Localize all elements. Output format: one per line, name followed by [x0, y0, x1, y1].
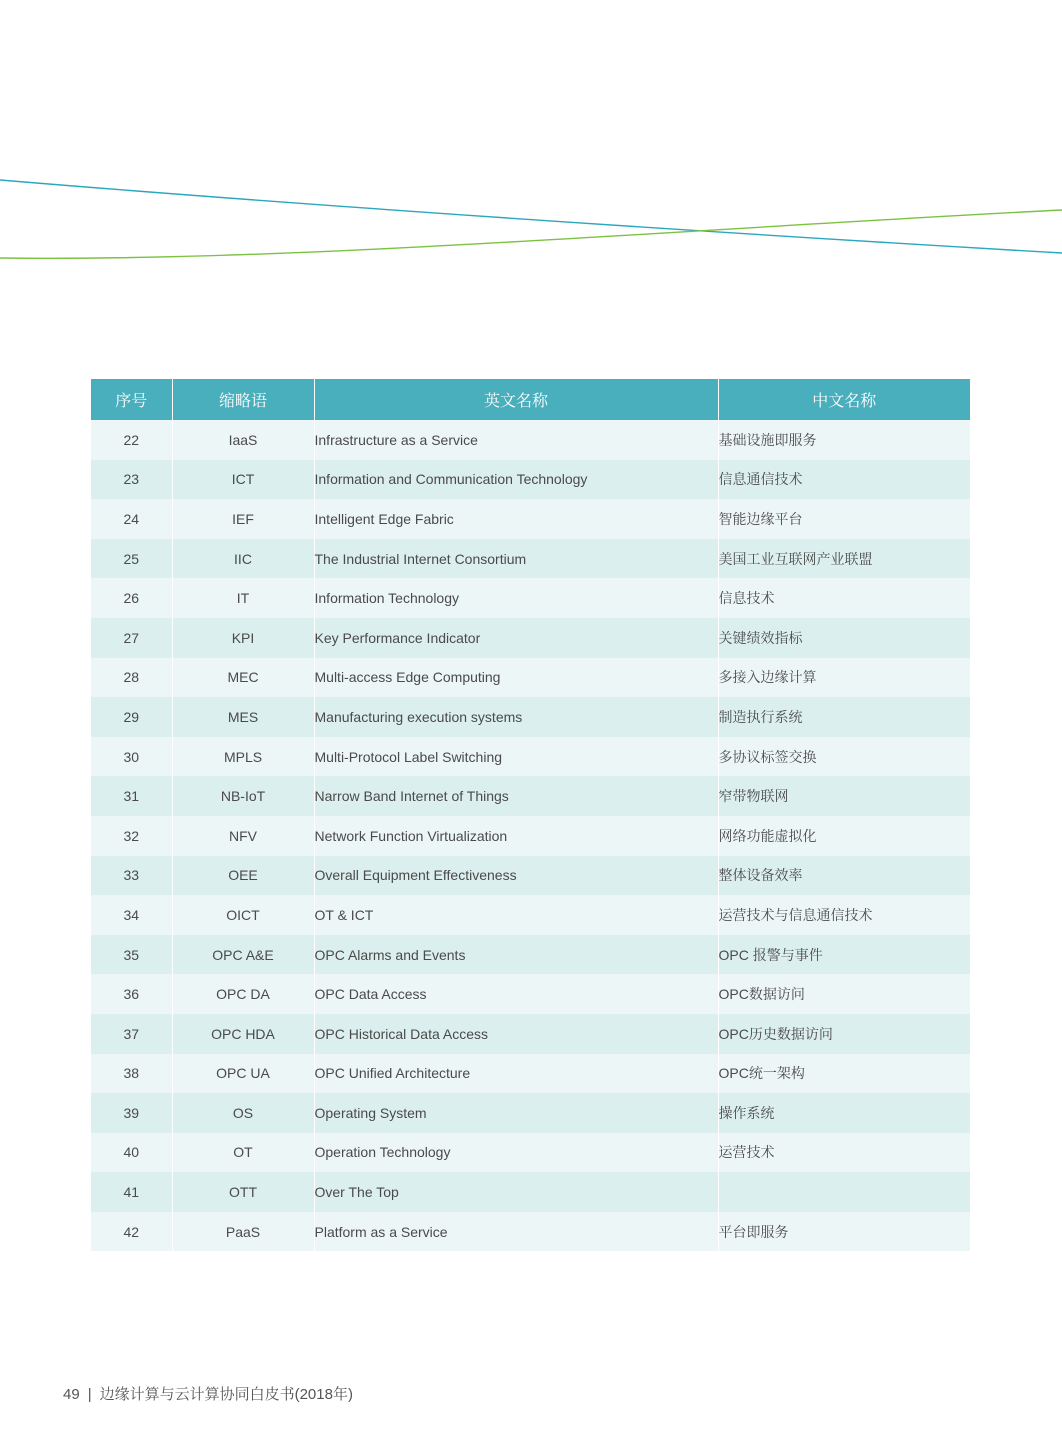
cell-abbreviation: KPI	[172, 618, 314, 658]
cell-index: 25	[91, 539, 172, 579]
cell-chinese-name: 平台即服务	[718, 1212, 970, 1252]
blue-curve-line	[0, 180, 1062, 253]
table-row	[91, 935, 970, 975]
cell-english-name: Information and Communication Technology	[314, 460, 718, 500]
cell-abbreviation: PaaS	[172, 1212, 314, 1252]
cell-chinese-name: 网络功能虚拟化	[718, 816, 970, 856]
cell-index: 22	[91, 420, 172, 460]
cell-index: 38	[91, 1054, 172, 1094]
cell-abbreviation: MEC	[172, 658, 314, 698]
cell-english-name: Platform as a Service	[314, 1212, 718, 1252]
cell-index: 24	[91, 499, 172, 539]
cell-english-name: Overall Equipment Effectiveness	[314, 856, 718, 896]
cell-index: 34	[91, 895, 172, 935]
cell-index: 39	[91, 1093, 172, 1133]
cell-index: 42	[91, 1212, 172, 1252]
cell-chinese-name: 运营技术	[718, 1133, 970, 1173]
table-row	[91, 578, 970, 618]
cell-abbreviation: IaaS	[172, 420, 314, 460]
cell-chinese-name: 信息通信技术	[718, 460, 970, 500]
page-number: 49	[63, 1386, 80, 1403]
cell-chinese-name: OPC 报警与事件	[718, 935, 970, 975]
table-row	[91, 658, 970, 698]
cell-chinese-name: 多接入边缘计算	[718, 658, 970, 698]
table-row	[91, 1093, 970, 1133]
cell-english-name: OPC Historical Data Access	[314, 1014, 718, 1054]
table-row	[91, 1133, 970, 1173]
cell-abbreviation: MES	[172, 697, 314, 737]
cell-english-name: Manufacturing execution systems	[314, 697, 718, 737]
table-row	[91, 1172, 970, 1212]
table-row	[91, 618, 970, 658]
header-chinese-name: 中文名称	[718, 379, 970, 420]
cell-english-name: Multi-access Edge Computing	[314, 658, 718, 698]
table-header-row	[91, 379, 970, 420]
header-index: 序号	[91, 379, 172, 420]
cell-chinese-name: 窄带物联网	[718, 776, 970, 816]
cell-chinese-name: OPC历史数据访问	[718, 1014, 970, 1054]
page-footer	[63, 1383, 353, 1404]
document-title: 边缘计算与云计算协同白皮书(2018年)	[99, 1386, 353, 1403]
cell-abbreviation: ICT	[172, 460, 314, 500]
cell-english-name: OPC Unified Architecture	[314, 1054, 718, 1094]
cell-chinese-name: 多协议标签交换	[718, 737, 970, 777]
table-row	[91, 895, 970, 935]
cell-index: 23	[91, 460, 172, 500]
cell-abbreviation: OTT	[172, 1172, 314, 1212]
cell-chinese-name: 美国工业互联网产业联盟	[718, 539, 970, 579]
table-row	[91, 420, 970, 460]
cell-index: 27	[91, 618, 172, 658]
cell-index: 31	[91, 776, 172, 816]
cell-abbreviation: IT	[172, 578, 314, 618]
table-row	[91, 499, 970, 539]
cell-english-name: Narrow Band Internet of Things	[314, 776, 718, 816]
cell-abbreviation: IIC	[172, 539, 314, 579]
cell-abbreviation: OT	[172, 1133, 314, 1173]
cell-index: 26	[91, 578, 172, 618]
cell-abbreviation: OPC UA	[172, 1054, 314, 1094]
green-curve-line	[0, 210, 1062, 258]
cell-index: 35	[91, 935, 172, 975]
cell-chinese-name: OPC数据访问	[718, 974, 970, 1014]
cell-index: 29	[91, 697, 172, 737]
cell-index: 40	[91, 1133, 172, 1173]
cell-index: 33	[91, 856, 172, 896]
table-row	[91, 1212, 970, 1252]
table-row	[91, 856, 970, 896]
cell-index: 37	[91, 1014, 172, 1054]
cell-index: 32	[91, 816, 172, 856]
cell-chinese-name	[718, 1172, 970, 1212]
cell-index: 30	[91, 737, 172, 777]
cell-chinese-name: 操作系统	[718, 1093, 970, 1133]
cell-english-name: Multi-Protocol Label Switching	[314, 737, 718, 777]
cell-chinese-name: OPC统一架构	[718, 1054, 970, 1094]
abbreviation-table	[91, 379, 970, 1251]
cell-abbreviation: OPC A&E	[172, 935, 314, 975]
cell-chinese-name: 运营技术与信息通信技术	[718, 895, 970, 935]
cell-chinese-name: 基础设施即服务	[718, 420, 970, 460]
table-row	[91, 539, 970, 579]
cell-index: 28	[91, 658, 172, 698]
cell-abbreviation: OPC DA	[172, 974, 314, 1014]
cell-index: 36	[91, 974, 172, 1014]
table-row	[91, 460, 970, 500]
table-row	[91, 737, 970, 777]
table-row	[91, 816, 970, 856]
cell-abbreviation: OEE	[172, 856, 314, 896]
table-row	[91, 974, 970, 1014]
footer-separator: |	[87, 1386, 92, 1403]
cell-index: 41	[91, 1172, 172, 1212]
table-row	[91, 776, 970, 816]
header-abbreviation: 缩略语	[172, 379, 314, 420]
cell-english-name: Operation Technology	[314, 1133, 718, 1173]
decorative-curves	[0, 0, 1062, 300]
cell-chinese-name: 信息技术	[718, 578, 970, 618]
cell-abbreviation: OICT	[172, 895, 314, 935]
cell-abbreviation: IEF	[172, 499, 314, 539]
cell-english-name: Operating System	[314, 1093, 718, 1133]
cell-english-name: Key Performance Indicator	[314, 618, 718, 658]
cell-chinese-name: 制造执行系统	[718, 697, 970, 737]
cell-chinese-name: 整体设备效率	[718, 856, 970, 896]
cell-english-name: Information Technology	[314, 578, 718, 618]
cell-english-name: OPC Data Access	[314, 974, 718, 1014]
table-row	[91, 697, 970, 737]
cell-english-name: OPC Alarms and Events	[314, 935, 718, 975]
cell-chinese-name: 关键绩效指标	[718, 618, 970, 658]
table-row	[91, 1014, 970, 1054]
cell-english-name: OT & ICT	[314, 895, 718, 935]
cell-english-name: The Industrial Internet Consortium	[314, 539, 718, 579]
cell-english-name: Network Function Virtualization	[314, 816, 718, 856]
cell-english-name: Over The Top	[314, 1172, 718, 1212]
cell-abbreviation: OPC HDA	[172, 1014, 314, 1054]
cell-english-name: Intelligent Edge Fabric	[314, 499, 718, 539]
cell-english-name: Infrastructure as a Service	[314, 420, 718, 460]
cell-abbreviation: OS	[172, 1093, 314, 1133]
cell-abbreviation: NFV	[172, 816, 314, 856]
cell-chinese-name: 智能边缘平台	[718, 499, 970, 539]
header-english-name: 英文名称	[314, 379, 718, 420]
cell-abbreviation: NB-IoT	[172, 776, 314, 816]
cell-abbreviation: MPLS	[172, 737, 314, 777]
table-row	[91, 1054, 970, 1094]
